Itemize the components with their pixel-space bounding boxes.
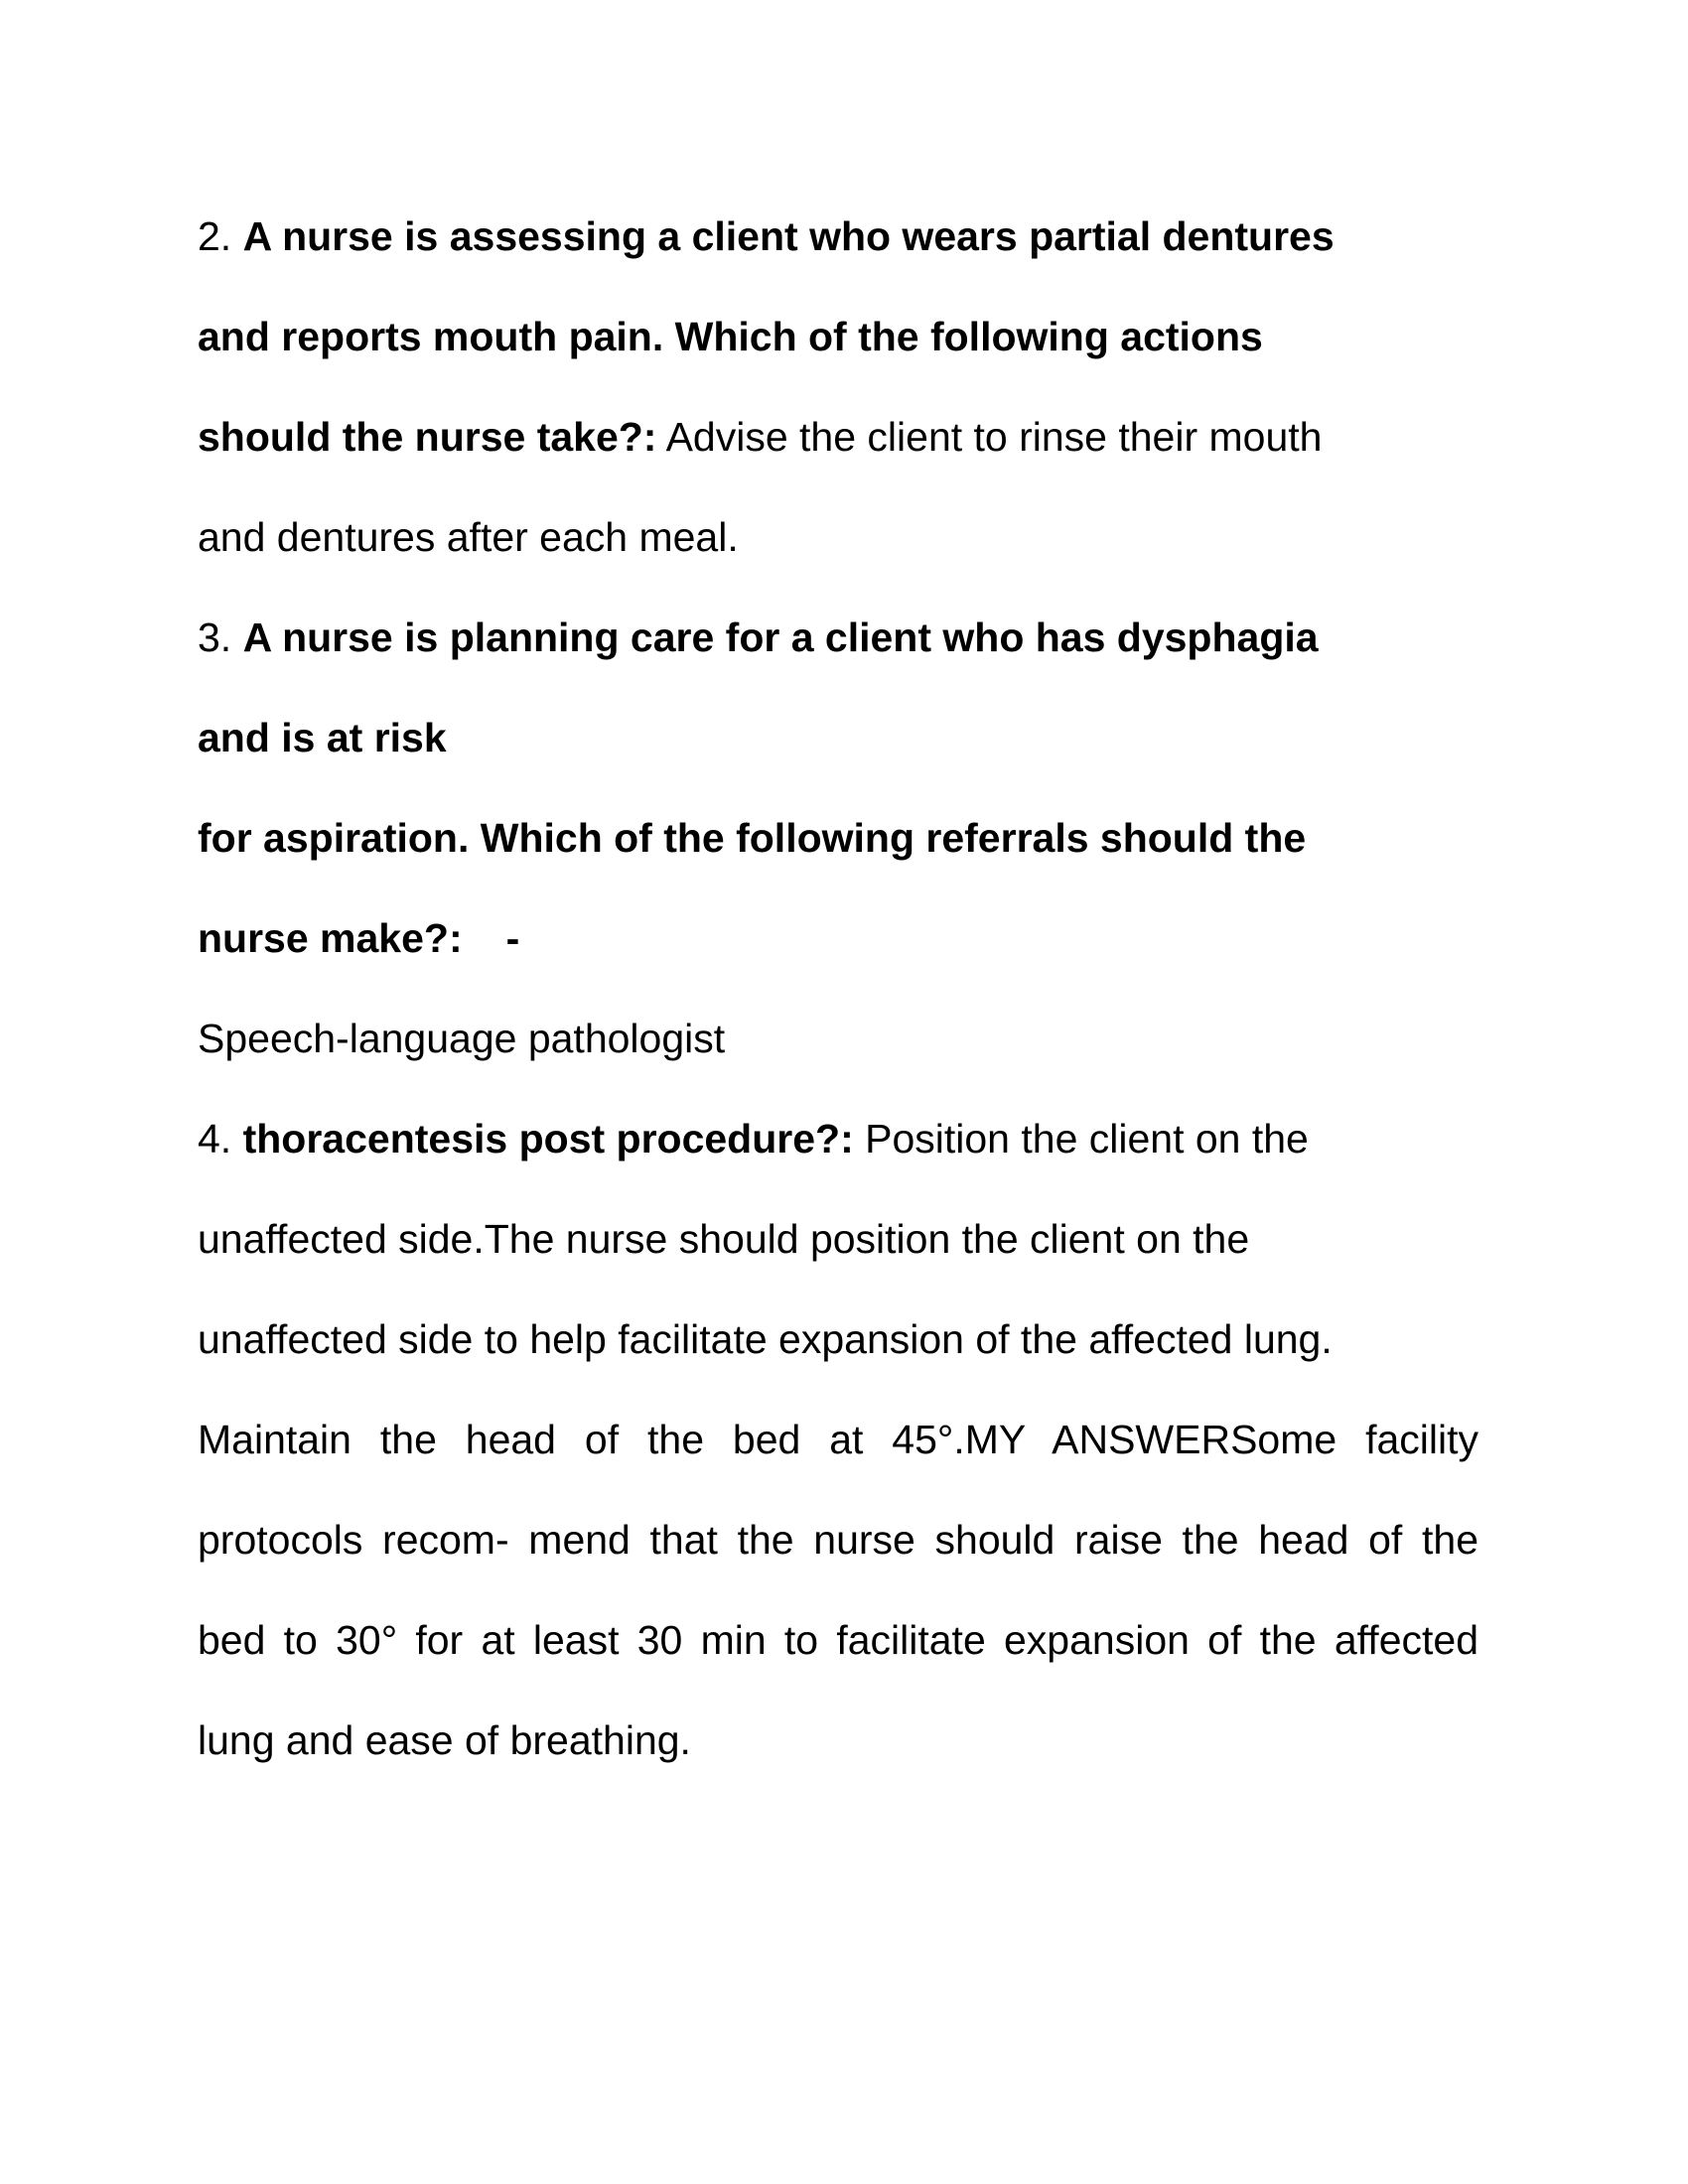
question-3-line-5 — [198, 989, 1478, 1089]
question-2-line-4 — [198, 487, 1478, 588]
answer-text: Position the client on the — [853, 1116, 1309, 1161]
question-3 — [198, 588, 1478, 1089]
answer-text: protocols recom- mend that the nurse should raise the head of the — [198, 1517, 1478, 1563]
question-text: thoracentesis post procedure?: — [242, 1116, 854, 1161]
document-body — [198, 187, 1478, 1791]
question-4-line-4 — [198, 1390, 1478, 1490]
question-3-line-2 — [198, 688, 1478, 788]
question-4-line-1 — [198, 1089, 1478, 1189]
question-4-line-6 — [198, 1590, 1478, 1691]
question-4-line-3 — [198, 1290, 1478, 1390]
question-text: A nurse is planning care for a client who has dysphagia — [242, 614, 1319, 660]
question-3-line-3 — [198, 788, 1478, 888]
question-2-line-1 — [198, 187, 1478, 287]
answer-text: unaffected side to help facilitate expansion of the affected lung. — [198, 1316, 1333, 1362]
question-number: 2. — [198, 213, 232, 259]
question-text: nurse make?: — [198, 915, 463, 961]
question-4-line-5 — [198, 1490, 1478, 1590]
question-text: and reports mouth pain. Which of the following actions — [198, 314, 1263, 359]
answer-text: bed to 30° for at least 30 min to facilitate expansion of the affected — [198, 1617, 1478, 1663]
answer-text: Speech-language pathologist — [198, 1016, 726, 1061]
answer-text: lung and ease of breathing. — [198, 1717, 691, 1763]
answer-text: and dentures after each meal. — [198, 514, 739, 560]
question-2 — [198, 187, 1478, 588]
question-2-line-2 — [198, 287, 1478, 387]
question-text: should the nurse take?: — [198, 414, 657, 460]
question-text: for aspiration. Which of the following referrals should the — [198, 815, 1307, 861]
answer-text: unaffected side.The nurse should position the client on the — [198, 1216, 1250, 1262]
question-4 — [198, 1089, 1478, 1791]
answer-text: Advise the client to rinse their mouth — [656, 414, 1323, 460]
question-3-line-1 — [198, 588, 1478, 688]
question-3-line-4 — [198, 888, 1478, 989]
question-text: and is at risk — [198, 715, 447, 760]
question-text: A nurse is assessing a client who wears partial dentures — [242, 213, 1335, 259]
question-number: 4. — [198, 1116, 232, 1161]
question-number: 3. — [198, 614, 232, 660]
question-4-line-2 — [198, 1189, 1478, 1290]
question-2-line-3 — [198, 387, 1478, 487]
answer-dash: - — [505, 915, 520, 961]
answer-text: Maintain the head of the bed at 45°.MY ANSWERSome facility — [198, 1417, 1478, 1462]
question-4-line-7 — [198, 1691, 1478, 1791]
